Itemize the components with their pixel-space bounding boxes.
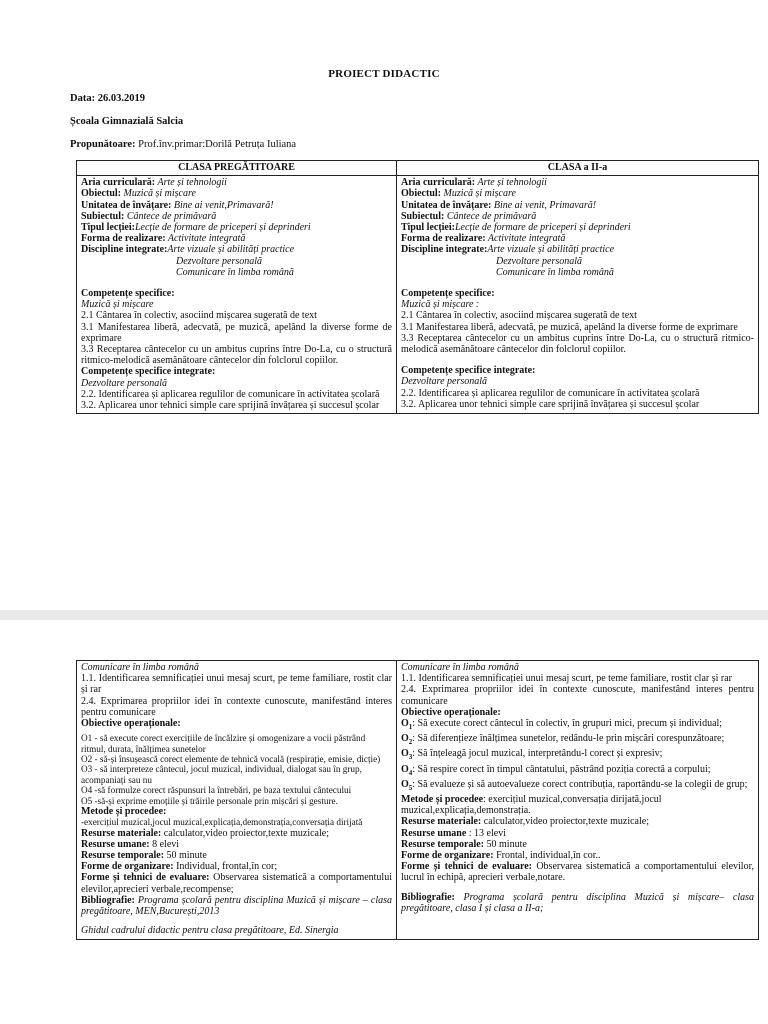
integrated-discipline-3: Comunicare în limba română xyxy=(176,266,294,278)
integrated-disciplines: Discipline integrate:Arte vizuale și abilități practice xyxy=(81,244,295,256)
grade-two-details-cell xyxy=(397,176,759,414)
school-name: Școala Gimnazială Salcia xyxy=(70,116,184,127)
author-label: Propunătoare: xyxy=(70,139,136,150)
objective-o1: O1 - să execute corect exercițiile de încălzire și omogenizare a vocii păstrând ritmul, durata, înălțimea sunetelor xyxy=(81,733,366,754)
objective-o1: $O_1$: Să execute corect cântecul în colectiv, în grupuri mici, precum și individual; xyxy=(401,718,723,732)
objective-o3: O3 - să interpreteze cântecul, jocul muzical, individual, dialogat sau în grup, acompaniați sau nu xyxy=(81,764,362,785)
table-row xyxy=(77,661,759,940)
document-title: PROIECT DIDACTIC xyxy=(328,68,440,80)
integrated-competences-title: Competențe specifice integrate: xyxy=(401,365,536,377)
author-line xyxy=(70,139,296,150)
integrated-discipline-2: Dezvoltare personală xyxy=(496,255,583,267)
competence-3-1: 3.1 Manifestarea liberă, adecvată, pe muzică, apelând la diverse forme de exprimare xyxy=(81,321,392,344)
competence-3-1: 3.1 Manifestarea liberă, adecvată, pe muzică, apelând la diverse forme de exprimare xyxy=(401,321,738,333)
objective-o5: $O_5$: Să evalueze și să autoevalueze corect contribuția, raportându-se la colegii de grup; xyxy=(401,778,748,792)
evaluation-forms: Forme și tehnici de evaluare: Observarea sistematică a comportamentului elevilor, lucrul în echipă, aprecieri verbale,notare. xyxy=(401,861,754,884)
human-resources: Resurse umane: 8 elevi xyxy=(81,838,180,850)
learning-unit: Unitatea de învățare: Bine ai venit, Primavară! xyxy=(401,199,597,211)
organization-forms: Forme de organizare: Frontal, individual,în cor.. xyxy=(401,850,601,862)
integrated-competence-3-2: 3.2. Aplicarea unor tehnici simple care sprijină învățarea și succesul școlar xyxy=(401,398,700,410)
organization-forms: Forme de organizare: Individual, frontal,în cor; xyxy=(81,861,278,873)
competence-3-3: 3.3 Receptarea cântecelor cu un ambitus cuprins între Do-La, cu o structură ritmico-melodică asemănătoare cântecelor din folclorul copiilor. xyxy=(81,344,392,367)
objective-o4: $O_4$: Să respire corect în timpul cântatului, păstrând poziția corectă a corpului; xyxy=(401,763,711,777)
lesson-date: Data: 26.03.2019 xyxy=(70,93,145,104)
specific-competences-subject: Muzică și mișcare xyxy=(81,299,154,311)
objective-o5: O5 -să-și exprime emoțiile și trăirile personale prin mișcări și gesture. xyxy=(81,795,338,806)
objectives-table xyxy=(76,660,759,940)
learning-unit: Unitatea de învățare: Bine ai venit,Primavară! xyxy=(81,199,274,211)
preparatory-details-cell xyxy=(77,176,397,414)
integrated-competences-subject: Dezvoltare personală xyxy=(81,377,168,389)
competence-2-4: 2.4. Exprimarea propriilor idei în contexte cunoscute, manifestând interes pentru comunicare xyxy=(401,684,754,707)
integrated-competence-2-2: 2.2. Identificarea și aplicarea regulilor de comunicare în activitatea școlară xyxy=(81,388,380,400)
lesson-details-table xyxy=(76,160,759,414)
integrated-competences-title: Competențe specifice integrate: xyxy=(81,366,216,378)
lesson-subject: Subiectul: Cântece de primăvară xyxy=(401,210,537,222)
author-value: Prof.înv.primar:Dorilă Petruța Iuliana xyxy=(135,139,297,150)
operational-objectives-title: Obiective operaționale: xyxy=(81,718,181,730)
time-resources: Resurse temporale: 50 minute xyxy=(81,850,207,862)
integrated-discipline-2: Dezvoltare personală xyxy=(176,255,263,267)
integrated-disciplines: Discipline integrate:Arte vizuale și abilități practice xyxy=(401,244,615,256)
operational-objectives-title: Obiective operaționale: xyxy=(401,706,501,718)
romanian-communication-subject: Comunicare în limba română xyxy=(81,662,199,673)
objective-o2: $O_2$: Să diferențieze înălțimea sunetelor, redându-le prin mișcări corespunzătoare; xyxy=(401,733,725,747)
objective-o3: $O_3$: Să înțeleagă jocul muzical, interpretându-l corect și expresiv; xyxy=(401,748,663,762)
lesson-type: Tipul lecției:Lecție de formare de priceperi și deprinderi xyxy=(81,222,311,234)
human-resources: Resurse umane : 13 elevi xyxy=(401,827,506,839)
specific-competences-subject: Muzică și mișcare : xyxy=(401,299,480,311)
material-resources: Resurse materiale: calculator,video proiector,texte muzicale; xyxy=(81,827,329,839)
bibliography: Bibliografie: Programa școlară pentru disciplina Muzică și mișcare – clasa pregătitoare, MEN,București,2013 xyxy=(81,894,392,918)
realization-form: Forma de realizare: Activitate integrată xyxy=(401,233,566,245)
competence-3-3: 3.3 Receptarea cântecelor cu un ambitus cuprins între Do-La, cu o structură ritmico-melodică asemănătoare cântecelor din folclorul copiilor. xyxy=(401,332,754,356)
competence-1-1: 1.1. Identificarea semnificației unui mesaj scurt, pe teme familiare, rostit clar și rar xyxy=(401,673,732,685)
curricular-area: Aria curriculară: Arte și tehnologii xyxy=(81,177,227,189)
curricular-area: Aria curriculară: Arte și tehnologii xyxy=(401,177,547,189)
column-header-grade-two: CLASA a II-a xyxy=(397,161,759,176)
competence-2-4: 2.4. Exprimarea propriilor idei în contexte cunoscute, manifestând interes pentru comunicare xyxy=(81,695,392,718)
methods-value: -exercițiul muzical,jocul muzical,explicația,demonstrația,conversația dirijată xyxy=(81,817,363,828)
grade-two-objectives-cell xyxy=(397,661,759,940)
lesson-type: Tipul lecției:Lecție de formare de priceperi și deprinderi xyxy=(401,222,631,234)
integrated-competence-2-2: 2.2. Identificarea și aplicarea regulilor de comunicare în activitatea școlară xyxy=(401,387,700,399)
subject-object: Obiectul: Muzică și mișcare xyxy=(401,188,516,200)
specific-competences-title: Competențe specifice: xyxy=(401,288,495,300)
methods: Metode și procedee: exercițiul muzical,conversația dirijată,jocul muzical,explicația,demonstrația. xyxy=(401,794,662,817)
integrated-competences-subject: Dezvoltare personală xyxy=(401,376,488,388)
material-resources: Resurse materiale: calculator,video proiector,texte muzicale; xyxy=(401,816,649,828)
objective-o2: O2 - să-și însușească corect elemente de tehnică vocală (respirație, emisie, dicție) xyxy=(81,754,381,765)
integrated-discipline-3: Comunicare în limba română xyxy=(496,266,614,278)
document-page-2 xyxy=(0,620,768,1024)
realization-form: Forma de realizare: Activitate integrată xyxy=(81,233,246,245)
specific-competences-title: Competențe specifice: xyxy=(81,288,175,300)
teacher-guide: Ghidul cadrului didactic pentru clasa pregătitoare, Ed. Sinergia xyxy=(81,925,339,937)
time-resources: Resurse temporale: 50 minute xyxy=(401,838,527,850)
table-row xyxy=(77,176,759,414)
evaluation-forms: Forme și tehnici de evaluare: Observarea sistematică a comportamentului elevilor,aprecieri verbale,recompense; xyxy=(81,872,392,895)
lesson-subject: Subiectul: Cântece de primăvară xyxy=(81,210,217,222)
competence-1-1: 1.1. Identificarea semnificației unui mesaj scurt, pe teme familiare, rostit clar și rar xyxy=(81,673,392,696)
table-header-row xyxy=(77,161,759,176)
bibliography: Bibliografie: Programa școlară pentru disciplina Muzică și mișcare– clasa pregătitoare, clasa I și clasa a II-a; xyxy=(401,891,754,914)
preparatory-objectives-cell xyxy=(77,661,397,940)
integrated-competence-3-2: 3.2. Aplicarea unor tehnici simple care sprijină învățarea și succesul școlar xyxy=(81,400,380,412)
competence-2-1: 2.1 Cântarea în colectiv, asociind mișcarea sugerată de text xyxy=(401,310,637,322)
methods-label: Metode și procedee: xyxy=(81,806,167,818)
competence-2-1: 2.1 Cântarea în colectiv, asociind mișcarea sugerată de text xyxy=(81,310,317,322)
column-header-preparatory: CLASA PREGĂTITOARE xyxy=(77,161,397,176)
objective-o4: O4 -să formulze corect răspunsuri la întrebări, pe baza textului cântecului xyxy=(81,785,352,796)
subject-object: Obiectul: Muzică și mișcare xyxy=(81,188,196,200)
romanian-communication-subject: Comunicare în limba română xyxy=(401,662,519,673)
